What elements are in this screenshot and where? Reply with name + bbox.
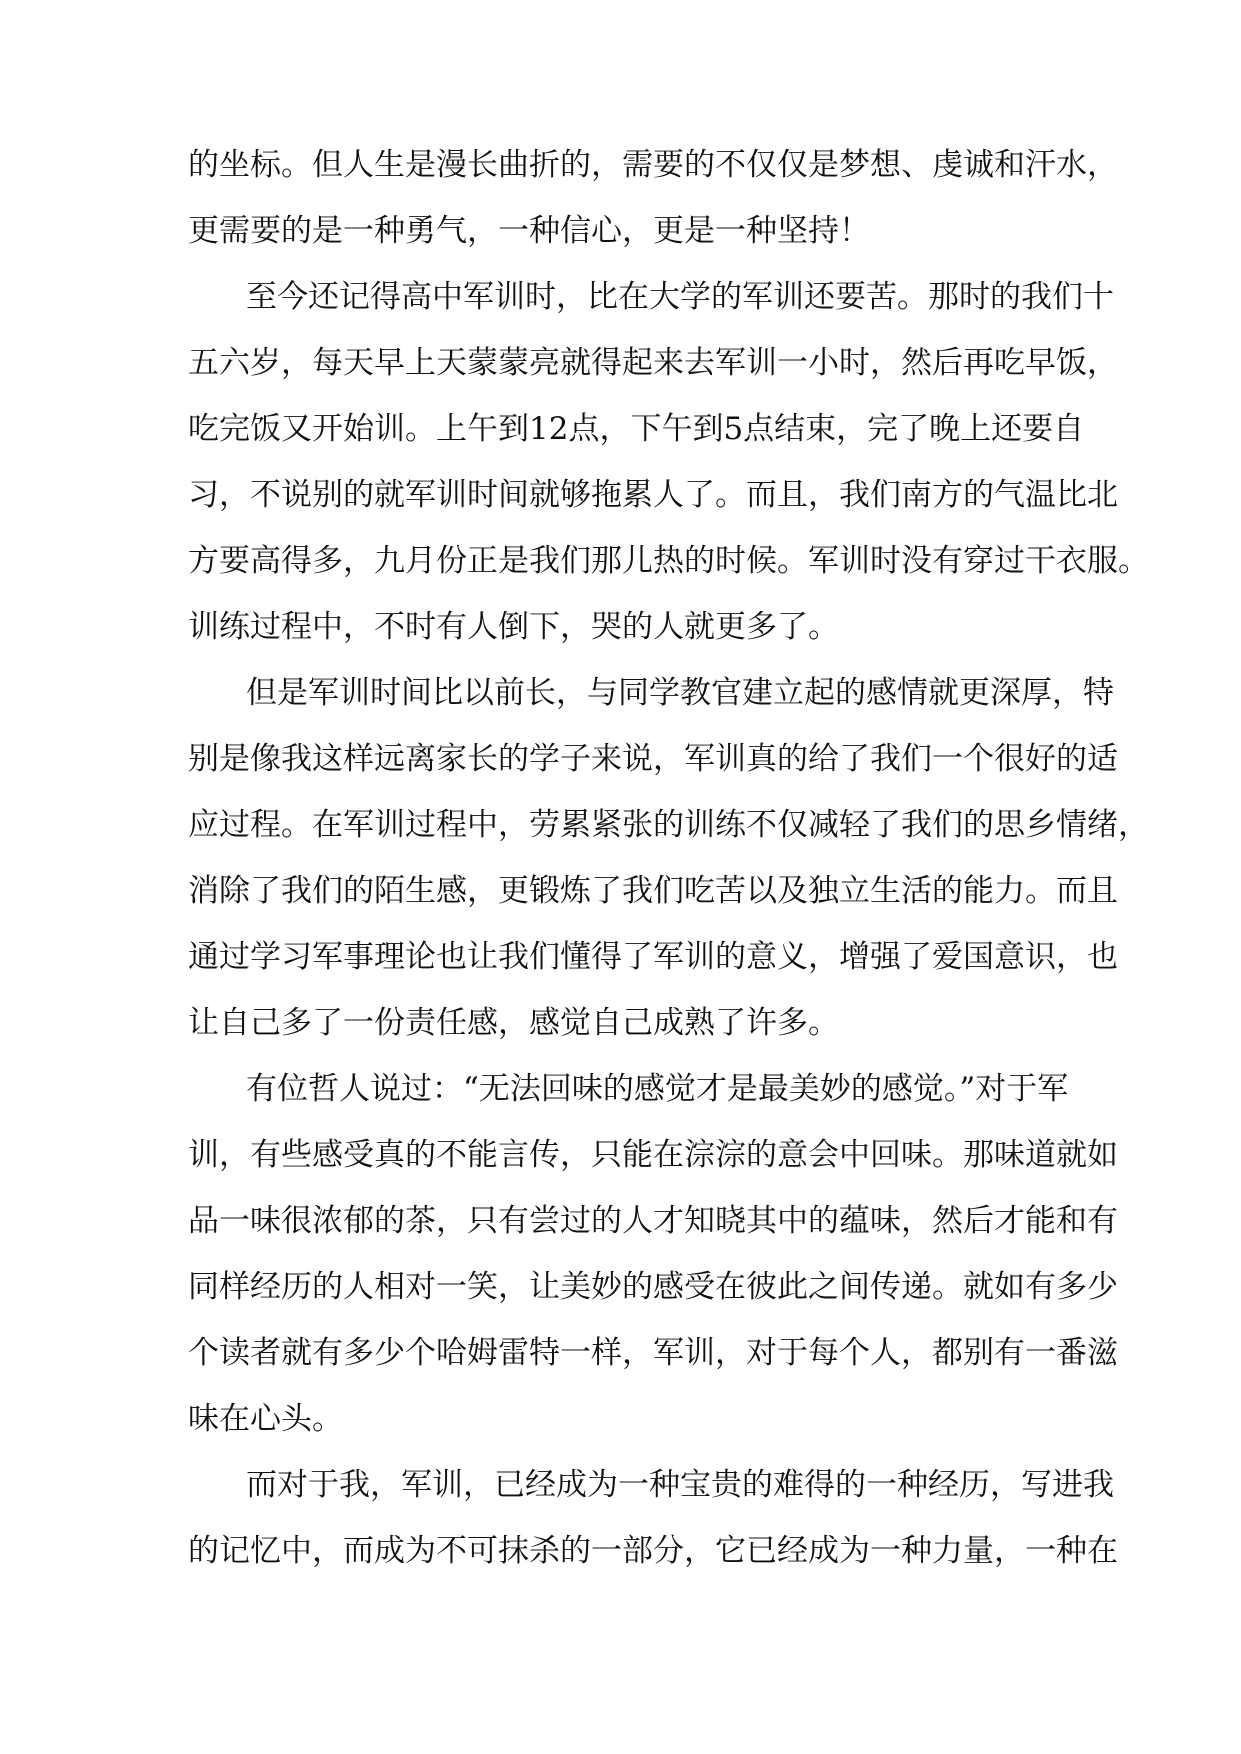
paragraph-first-line: 有位哲人说过：“无法回味的感觉才是最美妙的感觉。”对于军 (246, 1071, 1069, 1107)
text-line: 五六岁，每天早上天蒙蒙亮就得起来去军训一小时，然后再吃早饭， (188, 345, 1118, 381)
text-line: 别是像我这样远离家长的学子来说，军训真的给了我们一个很好的适 (188, 741, 1118, 777)
paragraph-first-line: 至今还记得高中军训时，比在大学的军训还要苦。那时的我们十 (246, 279, 1114, 315)
text-line: 让自己多了一份责任感，感觉自己成熟了许多。 (188, 1005, 839, 1041)
text-line: 同样经历的人相对一笑，让美妙的感受在彼此之间传递。就如有多少 (188, 1269, 1118, 1305)
text-line: 更需要的是一种勇气，一种信心，更是一种坚持！ (188, 213, 870, 249)
text-line: 训练过程中，不时有人倒下，哭的人就更多了。 (188, 609, 839, 645)
text-line: 应过程。在军训过程中，劳累紧张的训练不仅减轻了我们的思乡情绪， (188, 807, 1149, 843)
text-line: 方要高得多，九月份正是我们那儿热的时候。军训时没有穿过干衣服。 (188, 543, 1149, 579)
text-line: 消除了我们的陌生感，更锻炼了我们吃苦以及独立生活的能力。而且 (188, 873, 1118, 909)
text-line: 的记忆中，而成为不可抹杀的一部分，它已经成为一种力量，一种在 (188, 1533, 1118, 1569)
text-line: 个读者就有多少个哈姆雷特一样，军训，对于每个人，都别有一番滋 (188, 1335, 1118, 1371)
text-line: 通过学习军事理论也让我们懂得了军训的意义，增强了爱国意识，也 (188, 939, 1118, 975)
text-line: 吃完饭又开始训。上午到12点，下午到5点结束，完了晚上还要自 (188, 411, 1085, 447)
paragraph-first-line: 但是军训时间比以前长，与同学教官建立起的感情就更深厚，特 (246, 675, 1114, 711)
text-line: 训，有些感受真的不能言传，只能在淙淙的意会中回味。那味道就如 (188, 1137, 1118, 1173)
paragraph-first-line: 而对于我，军训，已经成为一种宝贵的难得的一种经历，写进我 (246, 1467, 1114, 1503)
text-line: 习，不说别的就军训时间就够拖累人了。而且，我们南方的气温比北 (188, 477, 1118, 513)
text-line: 的坐标。但人生是漫长曲折的，需要的不仅仅是梦想、虔诚和汗水， (188, 147, 1118, 183)
text-line: 品一味很浓郁的茶，只有尝过的人才知晓其中的蕴味，然后才能和有 (188, 1203, 1118, 1239)
text-line: 味在心头。 (188, 1401, 343, 1437)
